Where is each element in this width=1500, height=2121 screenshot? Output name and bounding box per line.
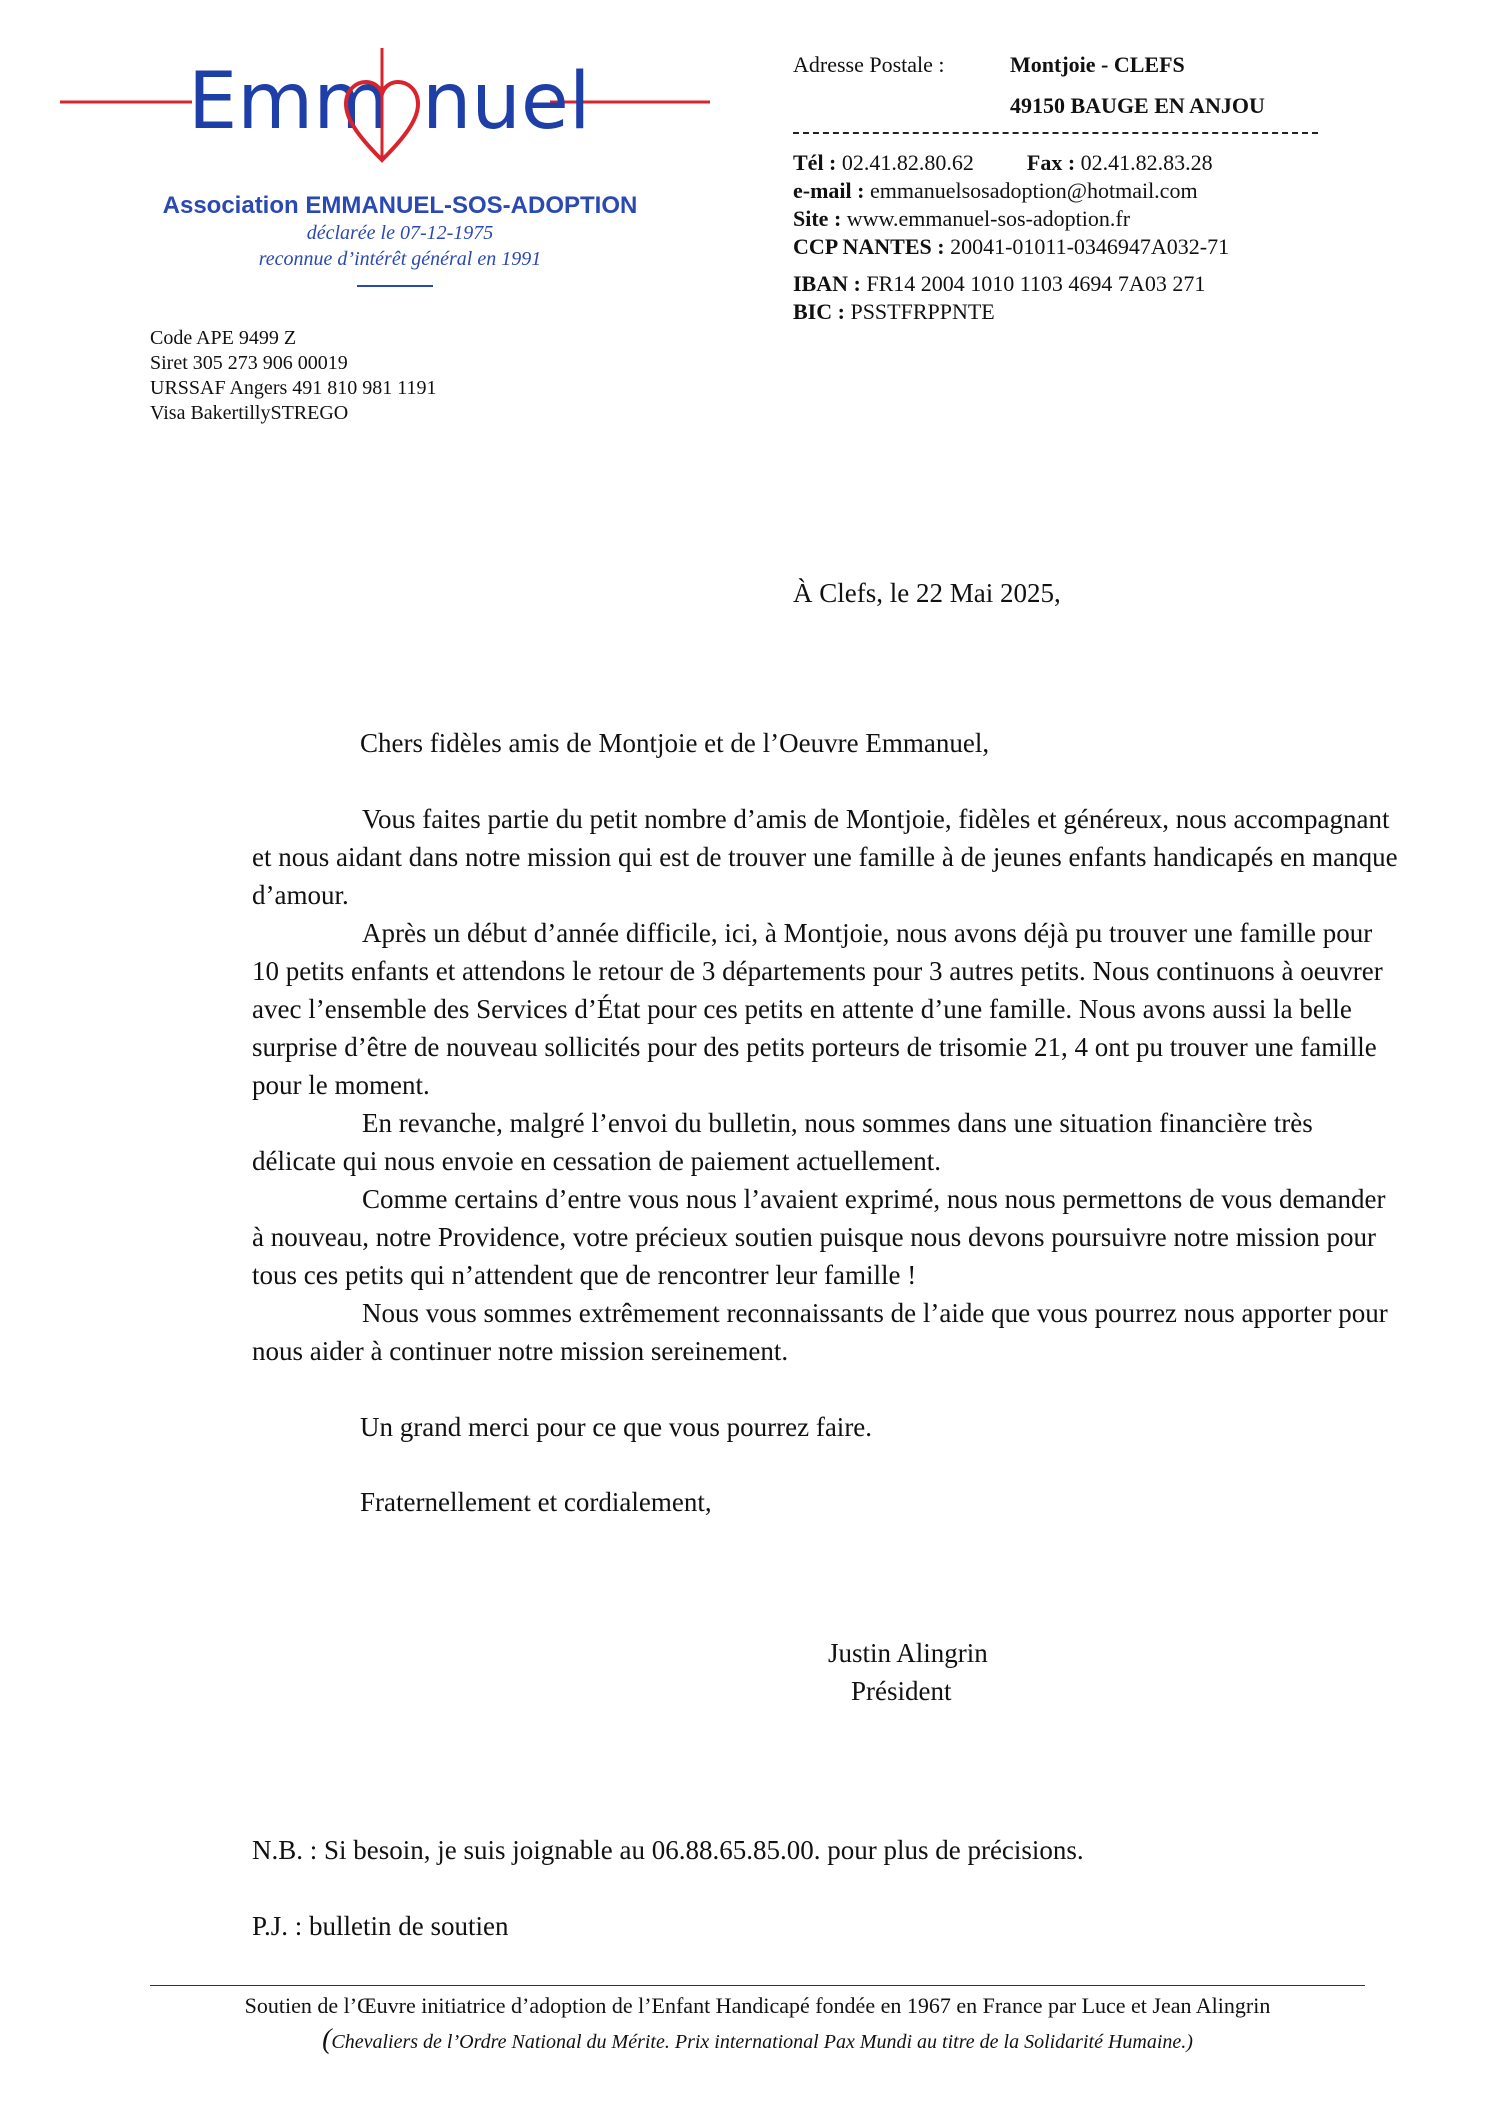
- paragraph-1: Vous faites partie du petit nombre d’amis de Montjoie, fidèles et généreux, nous accompagnant et nous aidant dans notre mission qui est de trouver une famille à de jeunes enfants handicapés en manque d’amour.: [252, 804, 1398, 910]
- registration-urssaf: URSSAF Angers 491 810 981 1191: [150, 377, 437, 399]
- paragraph-2: Après un début d’année difficile, ici, à Montjoie, nous avons déjà pu trouver une famille pour 10 petits enfants et attendons le retour de 3 départements pour 3 autres petits. Nous continuons à oeuvrer avec l’ensemble des Services d’État pour ces petits en attente d’une famille. Nous avons aussi la belle surprise d’être de nouveau sollicités pour des petits porteurs de trisomie 21, 4 ont pu trouver une famille pour le moment.: [252, 918, 1383, 1100]
- contact-phone-fax: [793, 150, 1213, 176]
- email-value: emmanuelsosadoption@hotmail.com: [869, 178, 1198, 203]
- address-label: Adresse Postale :: [793, 52, 945, 77]
- email-label: e-mail :: [793, 178, 865, 203]
- footer-line-2: [150, 2024, 1365, 2056]
- letter-date: À Clefs, le 22 Mai 2025,: [793, 578, 1061, 608]
- fax-label: Fax :: [1026, 150, 1076, 175]
- registration-code-ape: Code APE 9499 Z: [150, 327, 297, 349]
- letter-closing: Fraternellement et cordialement,: [360, 1487, 712, 1517]
- contact-site: [793, 206, 1130, 232]
- association-recognized: reconnue d’intérêt général en 1991: [258, 248, 542, 270]
- site-label: Site :: [793, 206, 842, 231]
- footer-line-2-text: Chevaliers de l’Ordre National du Mérite. Prix international Pax Mundi au titre de la Solidarité Humaine.): [331, 2031, 1193, 2053]
- association-divider: [357, 285, 433, 287]
- logo-word-right: nuel: [422, 57, 591, 147]
- signatory-name: Justin Alingrin: [828, 1638, 988, 1668]
- association-name: Association EMMANUEL-SOS-ADOPTION: [162, 192, 638, 219]
- letter-pj: P.J. : bulletin de soutien: [252, 1911, 509, 1941]
- logo-word-left: Emm: [188, 57, 390, 147]
- letter-thanks: Un grand merci pour ce que vous pourrez faire.: [360, 1412, 873, 1442]
- contact-bic: [793, 299, 995, 325]
- registration-siret: Siret 305 273 906 00019: [150, 352, 348, 374]
- contact-ccp: [793, 234, 1229, 260]
- letter-nb: N.B. : Si besoin, je suis joignable au 06.88.65.85.00. pour plus de précisions.: [252, 1835, 1084, 1865]
- ccp-value: 20041-01011-0346947A032-71: [950, 234, 1230, 259]
- footer-divider: [150, 1985, 1365, 1986]
- letter-salutation: Chers fidèles amis de Montjoie et de l’Oeuvre Emmanuel,: [360, 728, 990, 758]
- iban-value: FR14 2004 1010 1103 4694 7A03 271: [866, 271, 1206, 296]
- footer-open-paren: (: [322, 2024, 332, 2055]
- site-value: www.emmanuel-sos-adoption.fr: [846, 206, 1131, 231]
- bic-value: PSSTFRPPNTE: [850, 299, 995, 324]
- address-line-1: Montjoie - CLEFS: [1010, 52, 1185, 77]
- bic-label: BIC :: [793, 299, 845, 324]
- tel-label: Tél :: [793, 150, 837, 175]
- emmanuel-logo: [60, 48, 710, 168]
- tel-value: 02.41.82.80.62: [841, 150, 974, 175]
- association-declared: déclarée le 07-12-1975: [306, 222, 494, 244]
- paragraph-3: En revanche, malgré l’envoi du bulletin, nous sommes dans une situation financière très délicate qui nous envoie en cessation de paiement actuellement.: [252, 1108, 1313, 1176]
- footer-line-1: Soutien de l’Œuvre initiatrice d’adoption de l’Enfant Handicapé fondée en 1967 en France par Luce et Jean Alingrin: [244, 1993, 1271, 2018]
- address-line-2: 49150 BAUGE EN ANJOU: [1010, 93, 1265, 118]
- fax-value: 02.41.82.83.28: [1080, 150, 1213, 175]
- ccp-label: CCP NANTES :: [793, 234, 945, 259]
- iban-label: IBAN :: [793, 271, 861, 296]
- paragraph-5: Nous vous sommes extrêmement reconnaissants de l’aide que vous pourrez nous apporter pour nous aider à continuer notre mission sereinement.: [252, 1298, 1388, 1366]
- registration-visa: Visa BakertillySTREGO: [150, 402, 349, 424]
- signatory-title: Président: [851, 1676, 952, 1706]
- contact-email: [793, 178, 1198, 204]
- address-divider: [793, 132, 1318, 134]
- letter-body: [252, 800, 1402, 1370]
- paragraph-4: Comme certains d’entre vous nous l’avaient exprimé, nous nous permettons de vous demander à nouveau, notre Providence, votre précieux soutien puisque nous devons poursuivre notre mission pour tous ces petits qui n’attendent que de rencontrer leur famille !: [252, 1184, 1386, 1290]
- contact-iban: [793, 271, 1205, 297]
